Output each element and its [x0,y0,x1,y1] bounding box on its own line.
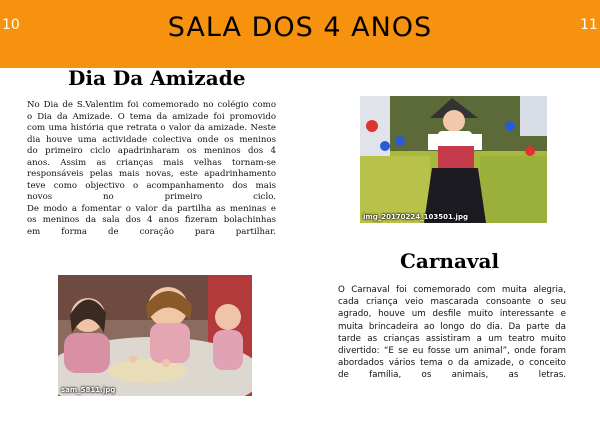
carnaval-line: muita brincadeira ao longo do dia. Da parte da [338,321,566,332]
children-baking-photo-icon [58,275,252,396]
photo-caption: sam_5811.jpg [61,386,116,394]
amizade-line: novos no primeiro ciclo. [27,192,276,202]
carnaval-title: Carnaval [400,249,500,273]
amizade-line: teve como objectivo o acompanhamento dos mais [27,180,276,191]
page-number-left: 10 [2,17,20,33]
amizade-line: anos. Assim as crianças mais velhas tornam-se [27,157,276,168]
photo-caption: img_20170224_103501.jpg [363,213,468,221]
page-title: SALA DOS 4 ANOS [167,12,433,43]
amizade-title: Dia Da Amizade [68,66,246,90]
costumed-child-photo[interactable] [360,96,547,223]
amizade-line: em forma de coração para partilhar. [27,226,276,237]
amizade-line: De modo a fomentar o valor da partilha as meninas e [27,203,276,214]
amizade-line: com uma história que retrata o valor da amizade. Neste [27,123,276,133]
amizade-line: dia houve uma actividade colectiva onde os meninos [27,134,276,145]
amizade-line: o Dia da Amizade. O tema da amizade foi promovido [27,111,276,122]
amizade-line: os meninos da sala dos 4 anos fizeram bolachinhas [27,215,276,225]
carnaval-line: de família, os animais, as letras. [338,370,566,381]
page-number-right: 11 [580,17,598,33]
carnaval-line: abordados vários tema o da amizade, o conceito [338,358,566,369]
amizade-line: responsáveis pelas mais novas, este apadrinhamento [27,169,276,179]
header-bar [0,0,600,68]
carnaval-line: divertido: “E se eu fosse um animal”, onde foram [338,346,566,357]
carnaval-article-text [338,284,566,382]
carnaval-line: tarde as crianças assistiram a um teatro muito [338,333,566,344]
amizade-article-text [27,100,276,238]
carnaval-line: cada criança veio mascarada consoante o seu [338,297,566,308]
carnaval-line: agrado, houve um desfile muito interessante e [338,309,566,320]
children-baking-photo[interactable] [58,275,252,396]
carnaval-line: O Carnaval foi comemorado com muita alegria, [338,285,566,295]
costumed-child-photo-icon [360,96,547,223]
amizade-line: do primeiro ciclo apadrinharam os meninos dos 4 [27,146,276,156]
amizade-line: No Dia de S.Valentim foi comemorado no colégio como [27,100,276,110]
